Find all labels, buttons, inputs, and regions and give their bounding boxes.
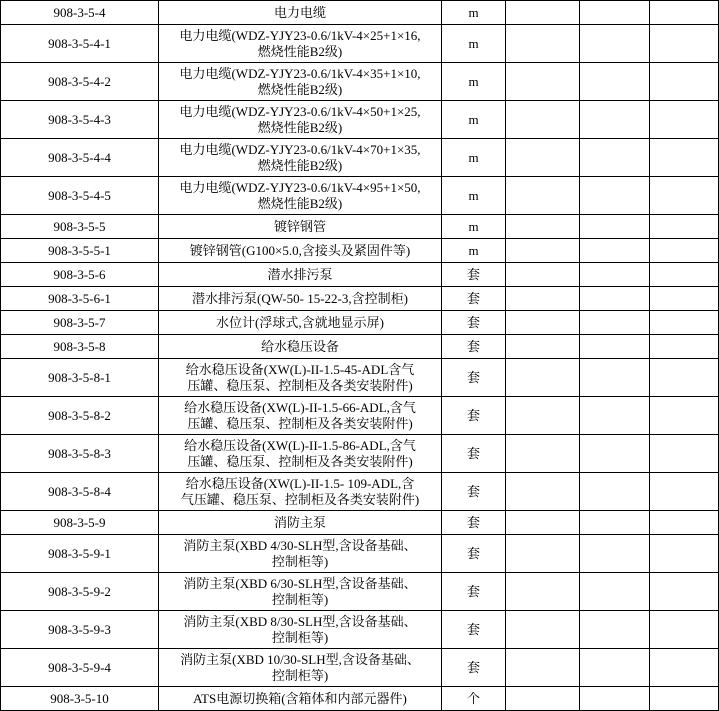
empty-cell: [650, 335, 719, 359]
empty-cell: [580, 511, 650, 535]
item-name-cell: 电力电缆(WDZ-YJY23-0.6/1kV-4×25+1×16, 燃烧性能B2级): [159, 25, 442, 63]
item-name-cell: 消防主泵: [159, 511, 442, 535]
empty-cell: [506, 511, 580, 535]
item-name-cell: 电力电缆(WDZ-YJY23-0.6/1kV-4×70+1×35, 燃烧性能B2级): [159, 139, 442, 177]
item-code-cell: 908-3-5-4-2: [1, 63, 159, 101]
unit-cell: 套: [442, 397, 506, 435]
item-name-cell: 潜水排污泵(QW-50- 15-22-3,含控制柜): [159, 287, 442, 311]
empty-cell: [580, 473, 650, 511]
table-row: [1, 397, 719, 435]
table-row: [1, 359, 719, 397]
unit-cell: 套: [442, 649, 506, 687]
empty-cell: [580, 101, 650, 139]
empty-cell: [650, 535, 719, 573]
unit-cell: m: [442, 239, 506, 263]
item-name-cell: 给水稳压设备(XW(L)-II-1.5-86-ADL,含气 压罐、稳压泵、控制柜及各类安装附件): [159, 435, 442, 473]
empty-cell: [650, 215, 719, 239]
empty-cell: [650, 649, 719, 687]
empty-cell: [506, 239, 580, 263]
table-row: [1, 25, 719, 63]
item-name-cell: 给水稳压设备: [159, 335, 442, 359]
empty-cell: [650, 473, 719, 511]
table-row: [1, 511, 719, 535]
empty-cell: [650, 311, 719, 335]
empty-cell: [506, 311, 580, 335]
unit-cell: 套: [442, 511, 506, 535]
unit-cell: 套: [442, 473, 506, 511]
empty-cell: [580, 139, 650, 177]
table-row: [1, 611, 719, 649]
item-code-cell: 908-3-5-6: [1, 263, 159, 287]
unit-cell: m: [442, 25, 506, 63]
empty-cell: [580, 687, 650, 711]
item-code-cell: 908-3-5-9-1: [1, 535, 159, 573]
empty-cell: [650, 25, 719, 63]
empty-cell: [650, 397, 719, 435]
table-row: [1, 435, 719, 473]
item-code-cell: 908-3-5-8-4: [1, 473, 159, 511]
empty-cell: [580, 287, 650, 311]
unit-cell: 套: [442, 311, 506, 335]
empty-cell: [580, 359, 650, 397]
item-code-cell: 908-3-5-4-3: [1, 101, 159, 139]
empty-cell: [580, 397, 650, 435]
empty-cell: [580, 535, 650, 573]
unit-cell: 套: [442, 435, 506, 473]
empty-cell: [506, 535, 580, 573]
empty-cell: [506, 63, 580, 101]
empty-cell: [650, 287, 719, 311]
empty-cell: [580, 239, 650, 263]
item-name-cell: 电力电缆(WDZ-YJY23-0.6/1kV-4×35+1×10, 燃烧性能B2级): [159, 63, 442, 101]
empty-cell: [506, 473, 580, 511]
item-name-cell: 电力电缆(WDZ-YJY23-0.6/1kV-4×95+1×50, 燃烧性能B2级): [159, 177, 442, 215]
table-row: [1, 263, 719, 287]
empty-cell: [506, 215, 580, 239]
empty-cell: [506, 573, 580, 611]
table-row: [1, 63, 719, 101]
empty-cell: [506, 177, 580, 215]
item-code-cell: 908-3-5-4: [1, 1, 159, 25]
unit-cell: 套: [442, 359, 506, 397]
item-code-cell: 908-3-5-8-1: [1, 359, 159, 397]
empty-cell: [506, 1, 580, 25]
empty-cell: [580, 25, 650, 63]
item-code-cell: 908-3-5-10: [1, 687, 159, 711]
item-name-cell: 消防主泵(XBD 8/30-SLH型,含设备基础、 控制柜等): [159, 611, 442, 649]
empty-cell: [580, 215, 650, 239]
empty-cell: [506, 397, 580, 435]
empty-cell: [580, 435, 650, 473]
item-name-cell: 电力电缆: [159, 1, 442, 25]
table-row: [1, 101, 719, 139]
item-code-cell: 908-3-5-8-2: [1, 397, 159, 435]
table-row: [1, 535, 719, 573]
table-row: [1, 573, 719, 611]
item-code-cell: 908-3-5-9-2: [1, 573, 159, 611]
empty-cell: [580, 177, 650, 215]
unit-cell: m: [442, 139, 506, 177]
empty-cell: [650, 359, 719, 397]
unit-cell: 套: [442, 535, 506, 573]
item-code-cell: 908-3-5-4-1: [1, 25, 159, 63]
empty-cell: [506, 611, 580, 649]
empty-cell: [650, 573, 719, 611]
empty-cell: [650, 511, 719, 535]
empty-cell: [580, 263, 650, 287]
unit-cell: 套: [442, 335, 506, 359]
empty-cell: [506, 101, 580, 139]
item-name-cell: 电力电缆(WDZ-YJY23-0.6/1kV-4×50+1×25, 燃烧性能B2级): [159, 101, 442, 139]
item-name-cell: 给水稳压设备(XW(L)-II-1.5- 109-ADL,含 气压罐、稳压泵、控制柜及各类安装附件): [159, 473, 442, 511]
table-row: [1, 215, 719, 239]
item-name-cell: 给水稳压设备(XW(L)-II-1.5-45-ADL含气 压罐、稳压泵、控制柜及各类安装附件): [159, 359, 442, 397]
empty-cell: [580, 335, 650, 359]
item-code-cell: 908-3-5-4-5: [1, 177, 159, 215]
item-code-cell: 908-3-5-4-4: [1, 139, 159, 177]
item-name-cell: 水位计(浮球式,含就地显示屏): [159, 311, 442, 335]
item-name-cell: 消防主泵(XBD 6/30-SLH型,含设备基础、 控制柜等): [159, 573, 442, 611]
table-body: [1, 1, 719, 711]
item-name-cell: 消防主泵(XBD 10/30-SLH型,含设备基础、 控制柜等): [159, 649, 442, 687]
item-name-cell: 给水稳压设备(XW(L)-II-1.5-66-ADL,含气 压罐、稳压泵、控制柜及各类安装附件): [159, 397, 442, 435]
empty-cell: [580, 573, 650, 611]
empty-cell: [580, 311, 650, 335]
item-code-cell: 908-3-5-9: [1, 511, 159, 535]
unit-cell: 套: [442, 287, 506, 311]
item-code-cell: 908-3-5-5: [1, 215, 159, 239]
empty-cell: [506, 687, 580, 711]
empty-cell: [506, 435, 580, 473]
empty-cell: [580, 649, 650, 687]
empty-cell: [506, 335, 580, 359]
empty-cell: [650, 1, 719, 25]
empty-cell: [506, 139, 580, 177]
table-row: [1, 287, 719, 311]
unit-cell: m: [442, 63, 506, 101]
unit-cell: m: [442, 101, 506, 139]
item-name-cell: 镀锌钢管(G100×5.0,含接头及紧固件等): [159, 239, 442, 263]
empty-cell: [650, 611, 719, 649]
item-name-cell: ATS电源切换箱(含箱体和内部元器件): [159, 687, 442, 711]
empty-cell: [506, 649, 580, 687]
item-code-cell: 908-3-5-6-1: [1, 287, 159, 311]
empty-cell: [506, 359, 580, 397]
table-row: [1, 1, 719, 25]
empty-cell: [650, 63, 719, 101]
empty-cell: [506, 287, 580, 311]
empty-cell: [580, 1, 650, 25]
unit-cell: 套: [442, 611, 506, 649]
table-row: [1, 473, 719, 511]
table-row: [1, 239, 719, 263]
empty-cell: [506, 25, 580, 63]
item-code-cell: 908-3-5-8: [1, 335, 159, 359]
empty-cell: [506, 263, 580, 287]
item-code-cell: 908-3-5-8-3: [1, 435, 159, 473]
table-row: [1, 687, 719, 711]
unit-cell: m: [442, 215, 506, 239]
item-name-cell: 消防主泵(XBD 4/30-SLH型,含设备基础、 控制柜等): [159, 535, 442, 573]
empty-cell: [650, 435, 719, 473]
empty-cell: [650, 177, 719, 215]
table-row: [1, 177, 719, 215]
empty-cell: [580, 63, 650, 101]
empty-cell: [650, 687, 719, 711]
empty-cell: [650, 239, 719, 263]
empty-cell: [650, 101, 719, 139]
empty-cell: [580, 611, 650, 649]
item-code-cell: 908-3-5-9-3: [1, 611, 159, 649]
item-name-cell: 潜水排污泵: [159, 263, 442, 287]
table-row: [1, 311, 719, 335]
empty-cell: [650, 263, 719, 287]
unit-cell: m: [442, 1, 506, 25]
item-code-cell: 908-3-5-5-1: [1, 239, 159, 263]
table-row: [1, 335, 719, 359]
unit-cell: 套: [442, 263, 506, 287]
table-row: [1, 649, 719, 687]
unit-cell: m: [442, 177, 506, 215]
item-code-cell: 908-3-5-7: [1, 311, 159, 335]
unit-cell: 个: [442, 687, 506, 711]
empty-cell: [650, 139, 719, 177]
unit-cell: 套: [442, 573, 506, 611]
table-row: [1, 139, 719, 177]
item-code-cell: 908-3-5-9-4: [1, 649, 159, 687]
item-name-cell: 镀锌钢管: [159, 215, 442, 239]
